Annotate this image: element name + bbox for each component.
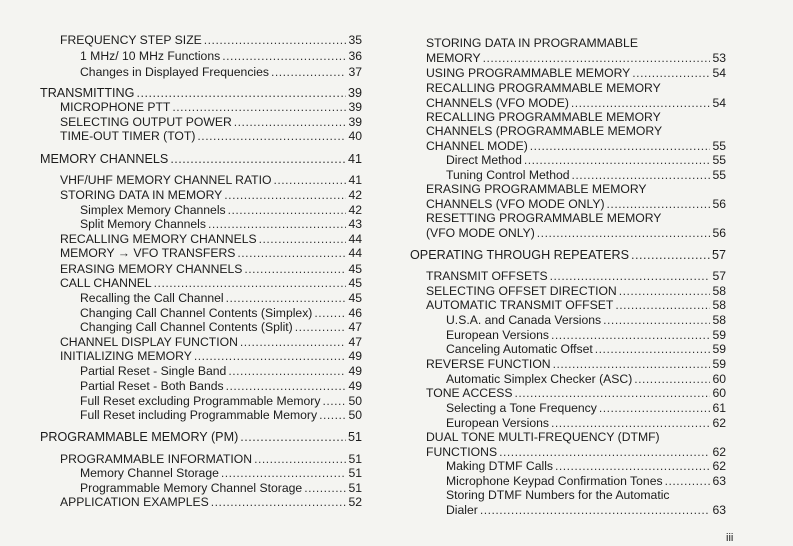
toc-entry	[40, 49, 362, 63]
toc-entry	[40, 349, 362, 363]
toc-entry	[40, 173, 362, 187]
toc-entry-page: 39	[347, 86, 362, 100]
toc-entry	[410, 81, 726, 95]
toc-entry-title: Canceling Automatic Offset	[446, 342, 593, 356]
toc-entry-page: 50	[348, 408, 362, 422]
toc-entry-page: 54	[712, 66, 726, 80]
toc-leader	[619, 284, 711, 298]
toc-leader	[228, 364, 346, 378]
toc-entry-page: 43	[348, 217, 362, 231]
toc-entry-page: 55	[712, 139, 726, 153]
toc-leader	[551, 416, 710, 430]
toc-entry	[410, 503, 726, 517]
toc-entry	[410, 488, 726, 502]
toc-entry-page: 58	[712, 313, 726, 327]
toc-entry-page: 49	[348, 349, 362, 363]
toc-leader	[514, 386, 710, 400]
toc-entry-title: STORING DATA IN PROGRAMMABLE	[426, 36, 638, 50]
toc-entry-page: 62	[712, 445, 726, 459]
toc-entry	[410, 298, 726, 312]
toc-entry	[40, 217, 362, 231]
toc-entry-page: 44	[348, 246, 362, 260]
toc-leader	[615, 298, 710, 312]
toc-entry	[410, 372, 726, 386]
toc-leader	[222, 49, 346, 63]
toc-leader	[553, 357, 711, 371]
toc-entry-title: MICROPHONE PTT	[60, 100, 171, 114]
toc-entry-title: RESETTING PROGRAMMABLE MEMORY	[426, 211, 662, 225]
toc-entry	[40, 379, 362, 393]
toc-entry	[40, 306, 362, 320]
toc-entry	[40, 335, 362, 349]
toc-entry-page: 51	[348, 466, 362, 480]
toc-entry-title: ERASING MEMORY CHANNELS	[60, 262, 243, 276]
toc-entry-title: CHANNELS (VFO MODE)	[426, 96, 569, 110]
toc-entry-title: OPERATING THROUGH REPEATERS	[410, 248, 630, 262]
toc-entry	[410, 66, 726, 80]
toc-leader	[550, 269, 711, 283]
toc-entry-page: 63	[712, 503, 726, 517]
toc-entry-title: Recalling the Call Channel	[80, 291, 224, 305]
toc-entry-page: 44	[348, 232, 362, 246]
toc-entry-title: REVERSE FUNCTION	[426, 357, 551, 371]
toc-leader	[234, 115, 347, 129]
toc-entry-title: CHANNEL DISPLAY FUNCTION	[60, 335, 238, 349]
toc-entry-title: SELECTING OFFSET DIRECTION	[426, 284, 617, 298]
toc-entry-title: PROGRAMMABLE MEMORY (PM)	[40, 430, 239, 444]
toc-entry-title: Changing Call Channel Contents (Simplex)	[80, 306, 313, 320]
toc-leader	[599, 401, 711, 415]
toc-leader	[240, 430, 346, 444]
toc-entry	[40, 246, 362, 260]
toc-leader	[572, 168, 711, 182]
toc-entry-page: 40	[348, 129, 362, 143]
toc-entry-page: 45	[348, 262, 362, 276]
toc-entry	[40, 33, 362, 47]
toc-leader	[631, 248, 710, 262]
toc-entry-title: Programmable Memory Channel Storage	[80, 481, 303, 495]
toc-leader	[551, 328, 710, 342]
toc-entry-page: 51	[348, 452, 362, 466]
toc-entry	[40, 452, 362, 466]
toc-leader	[204, 33, 347, 47]
toc-leader	[595, 342, 711, 356]
toc-leader	[295, 320, 347, 334]
toc-entry	[40, 262, 362, 276]
toc-entry	[40, 495, 362, 509]
toc-entry	[410, 313, 726, 327]
toc-entry-page: 62	[712, 459, 726, 473]
toc-entry	[410, 182, 726, 196]
toc-entry-page: 46	[348, 306, 362, 320]
toc-entry-title: European Versions	[446, 328, 549, 342]
toc-entry	[40, 65, 362, 79]
toc-entry-title: VHF/UHF MEMORY CHANNEL RATIO	[60, 173, 272, 187]
toc-entry-title: (VFO MODE ONLY)	[426, 226, 535, 240]
toc-leader	[221, 466, 347, 480]
toc-entry	[40, 86, 362, 100]
toc-leader	[226, 291, 347, 305]
toc-leader	[254, 452, 346, 466]
toc-entry-title: TIME-OUT TIMER (TOT)	[60, 129, 196, 143]
page-number: iii	[726, 532, 734, 544]
toc-leader	[237, 246, 346, 260]
toc-leader	[244, 262, 346, 276]
toc-leader	[170, 152, 346, 166]
toc-entry	[410, 386, 726, 400]
toc-entry-title: MEMORY	[426, 51, 481, 65]
toc-leader	[480, 503, 711, 517]
toc-entry-title: TRANSMITTING	[40, 86, 135, 100]
toc-entry-page: 59	[712, 357, 726, 371]
toc-entry-page: 60	[712, 372, 726, 386]
toc-entry-title: Split Memory Channels	[80, 217, 206, 231]
toc-entry-page: 49	[348, 379, 362, 393]
toc-leader	[228, 203, 347, 217]
toc-leader	[665, 474, 711, 488]
toc-entry	[410, 96, 726, 110]
toc-entry-title: TRANSMIT OFFSETS	[426, 269, 548, 283]
toc-entry-title: Microphone Keypad Confirmation Tones	[446, 474, 663, 488]
toc-leader	[530, 139, 711, 153]
toc-entry-page: 58	[712, 284, 726, 298]
toc-leader	[607, 197, 711, 211]
toc-entry-title: Automatic Simplex Checker (ASC)	[446, 372, 633, 386]
toc-entry	[410, 124, 726, 138]
toc-entry-title: TONE ACCESS	[426, 386, 513, 400]
toc-entry	[410, 357, 726, 371]
toc-entry-title: Full Reset excluding Programmable Memory	[80, 394, 321, 408]
toc-entry-page: 45	[348, 291, 362, 305]
toc-leader	[224, 188, 346, 202]
toc-entry-page: 36	[348, 49, 362, 63]
toc-entry-title: ERASING PROGRAMMABLE MEMORY	[426, 182, 647, 196]
toc-entry-title: Direct Method	[446, 153, 522, 167]
toc-entry-page: 42	[348, 188, 362, 202]
toc-entry-title: 1 MHz/ 10 MHz Functions	[80, 49, 221, 63]
toc-entry-title: Changing Call Channel Contents (Split)	[80, 320, 293, 334]
toc-entry	[40, 276, 362, 290]
toc-entry-title: Selecting a Tone Frequency	[446, 401, 597, 415]
toc-entry	[410, 36, 726, 50]
toc-entry-page: 49	[348, 364, 362, 378]
toc-entry	[410, 197, 726, 211]
toc-entry	[40, 203, 362, 217]
toc-leader	[208, 217, 346, 231]
toc-leader	[240, 335, 347, 349]
toc-leader	[603, 313, 710, 327]
toc-entry	[40, 364, 362, 378]
toc-entry-page: 59	[712, 342, 726, 356]
toc-entry	[410, 284, 726, 298]
toc-entry	[410, 153, 726, 167]
toc-entry-page: 62	[712, 416, 726, 430]
toc-leader	[319, 408, 346, 422]
toc-entry-title: Memory Channel Storage	[80, 466, 219, 480]
toc-entry-title: INITIALIZING MEMORY	[60, 349, 192, 363]
toc-entry-page: 37	[348, 65, 362, 79]
toc-entry-title: MEMORY CHANNELS	[40, 152, 169, 166]
toc-leader	[197, 129, 346, 143]
toc-leader	[194, 349, 347, 363]
toc-entry-title: CHANNEL MODE)	[426, 139, 528, 153]
toc-entry-page: 39	[348, 100, 362, 114]
toc-entry-title: Simplex Memory Channels	[80, 203, 226, 217]
toc-leader	[571, 96, 711, 110]
toc-entry	[40, 408, 362, 422]
toc-leader	[271, 65, 346, 79]
toc-leader	[274, 173, 347, 187]
toc-entry	[40, 291, 362, 305]
toc-entry-title: RECALLING PROGRAMMABLE MEMORY	[426, 110, 661, 124]
toc-entry	[40, 115, 362, 129]
toc-entry	[410, 226, 726, 240]
toc-entry	[410, 342, 726, 356]
toc-entry-title: AUTOMATIC TRANSMIT OFFSET	[426, 298, 614, 312]
toc-entry	[410, 416, 726, 430]
toc-leader	[524, 153, 711, 167]
toc-entry	[410, 445, 726, 459]
toc-leader	[322, 394, 346, 408]
toc-entry	[410, 139, 726, 153]
toc-entry-page: 55	[712, 168, 726, 182]
toc-leader	[632, 66, 710, 80]
toc-entry-page: 52	[348, 495, 362, 509]
toc-leader	[172, 100, 346, 114]
toc-entry	[40, 232, 362, 246]
toc-entry-title: Changes in Displayed Frequencies	[80, 65, 270, 79]
toc-entry	[410, 168, 726, 182]
toc-entry-page: 50	[348, 394, 362, 408]
toc-entry-page: 41	[347, 152, 362, 166]
toc-entry	[40, 320, 362, 334]
toc-entry-title: U.S.A. and Canada Versions	[446, 313, 602, 327]
toc-entry-title: Partial Reset - Single Band	[80, 364, 227, 378]
toc-entry-title: CHANNELS (PROGRAMMABLE MEMORY	[426, 124, 663, 138]
toc-entry-title: RECALLING PROGRAMMABLE MEMORY	[426, 81, 661, 95]
toc-leader	[226, 379, 347, 393]
toc-entry-page: 54	[712, 96, 726, 110]
toc-entry-title: PROGRAMMABLE INFORMATION	[60, 452, 253, 466]
toc-entry-page: 47	[348, 335, 362, 349]
toc-entry	[40, 100, 362, 114]
toc-entry-page: 55	[712, 153, 726, 167]
toc-entry-page: 45	[348, 276, 362, 290]
toc-entry-page: 61	[712, 401, 726, 415]
toc-entry-page: 41	[348, 173, 362, 187]
toc-entry-title: SELECTING OUTPUT POWER	[60, 115, 232, 129]
toc-leader	[483, 51, 711, 65]
toc-entry-title: RECALLING MEMORY CHANNELS	[60, 232, 257, 246]
toc-entry	[410, 474, 726, 488]
toc-entry-page: 57	[712, 269, 726, 283]
toc-entry-page: 63	[712, 474, 726, 488]
toc-entry-title: USING PROGRAMMABLE MEMORY	[426, 66, 631, 80]
toc-entry	[40, 481, 362, 495]
toc-entry	[410, 269, 726, 283]
toc-entry-page: 42	[348, 203, 362, 217]
toc-entry	[410, 248, 726, 262]
toc-entry-page: 53	[712, 51, 726, 65]
toc-entry	[40, 466, 362, 480]
toc-entry-page: 39	[348, 115, 362, 129]
toc-leader	[259, 232, 347, 246]
toc-entry-title: Full Reset including Programmable Memory	[80, 408, 318, 422]
toc-entry-title: MEMORY → VFO TRANSFERS	[60, 246, 236, 260]
toc-entry-title: FREQUENCY STEP SIZE	[60, 33, 202, 47]
toc-entry-page: 58	[712, 298, 726, 312]
toc-entry-title: CALL CHANNEL	[60, 276, 152, 290]
toc-entry	[410, 110, 726, 124]
toc-entry-page: 56	[712, 197, 726, 211]
toc-entry-title: DUAL TONE MULTI-FREQUENCY (DTMF)	[426, 430, 660, 444]
toc-leader	[555, 459, 710, 473]
toc-entry-title: Tuning Control Method	[446, 168, 570, 182]
toc-leader	[537, 226, 711, 240]
toc-entry	[410, 328, 726, 342]
toc-entry-title: STORING DATA IN MEMORY	[60, 188, 223, 202]
toc-entry-page: 35	[348, 33, 362, 47]
toc-leader	[634, 372, 710, 386]
toc-leader	[314, 306, 346, 320]
toc-leader	[154, 276, 347, 290]
toc-entry-page: 47	[348, 320, 362, 334]
toc-entry	[410, 211, 726, 225]
toc-entry-page: 59	[712, 328, 726, 342]
toc-entry-title: Partial Reset - Both Bands	[80, 379, 224, 393]
toc-entry	[410, 459, 726, 473]
toc-entry-page: 57	[711, 248, 726, 262]
toc-entry-title: Storing DTMF Numbers for the Automatic	[446, 488, 670, 502]
toc-entry-title: Making DTMF Calls	[446, 459, 553, 473]
toc-leader	[211, 495, 347, 509]
toc-entry	[410, 430, 726, 444]
toc-entry	[40, 152, 362, 166]
toc-entry	[40, 394, 362, 408]
toc-entry	[410, 401, 726, 415]
toc-entry-page: 51	[348, 481, 362, 495]
toc-entry-title: Dialer	[446, 503, 478, 517]
toc-entry-title: APPLICATION EXAMPLES	[60, 495, 209, 509]
toc-entry-page: 51	[347, 430, 362, 444]
toc-entry	[40, 188, 362, 202]
toc-leader	[136, 86, 346, 100]
toc-leader	[304, 481, 346, 495]
toc-entry-title: CHANNELS (VFO MODE ONLY)	[426, 197, 605, 211]
toc-entry	[40, 129, 362, 143]
toc-entry	[410, 51, 726, 65]
toc-leader	[499, 445, 710, 459]
toc-entry-page: 56	[712, 226, 726, 240]
toc-entry-title: European Versions	[446, 416, 549, 430]
toc-entry	[40, 430, 362, 444]
toc-entry-page: 60	[712, 386, 726, 400]
toc-entry-title: FUNCTIONS	[426, 445, 498, 459]
